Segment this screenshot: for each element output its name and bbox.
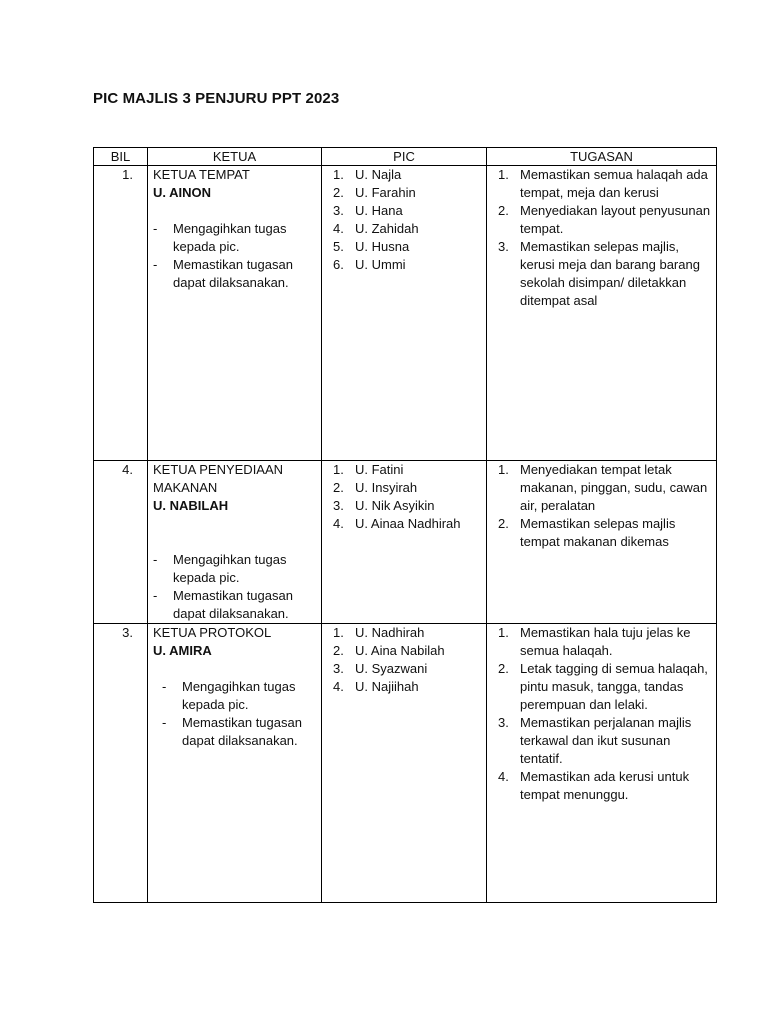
pic-item: 2. U. Insyirah [333, 480, 418, 495]
table-row [94, 624, 717, 903]
tugasan-item: 4. Memastikan ada kerusi untuk tempat menunggu. [498, 769, 690, 802]
tugasan-item: 2. Menyediakan layout penyusunan tempat. [498, 203, 711, 236]
pic-table [93, 147, 717, 903]
pic-item: 4. U. Najiihah [333, 679, 419, 694]
ketua-name: U. AINON [153, 185, 212, 200]
ketua-task: - Mengagihkan tugas kepada pic. [153, 678, 316, 714]
ketua-cell [148, 624, 322, 903]
table-header-row [94, 148, 717, 166]
tugasan-cell [487, 624, 717, 903]
tugasan-cell [487, 166, 717, 461]
header-ketua: KETUA [148, 148, 322, 166]
pic-item: 1. U. Najla [333, 167, 402, 182]
pic-item: 2. U. Aina Nabilah [333, 643, 445, 658]
header-tugasan: TUGASAN [487, 148, 717, 166]
ketua-name: U. AMIRA [153, 643, 212, 658]
tugasan-item: 1. Menyediakan tempat letak makanan, pinggan, sudu, cawan air, peralatan [498, 462, 708, 513]
ketua-cell [148, 166, 322, 461]
ketua-title: KETUA TEMPAT [153, 167, 250, 182]
tugasan-cell [487, 461, 717, 624]
ketua-task: - Mengagihkan tugas kepada pic. [153, 551, 316, 587]
ketua-title: KETUA PROTOKOL [153, 625, 272, 640]
tugasan-item: 2. Memastikan selepas majlis tempat makanan dikemas [498, 516, 676, 549]
pic-item: 4. U. Zahidah [333, 221, 419, 236]
pic-item: 1. U. Fatini [333, 462, 404, 477]
pic-item: 4. U. Ainaa Nadhirah [333, 516, 461, 531]
ketua-task: - Mengagihkan tugas kepada pic. [153, 220, 316, 256]
pic-item: 5. U. Husna [333, 239, 410, 254]
tugasan-item: 1. Memastikan semua halaqah ada tempat, meja dan kerusi [498, 167, 708, 200]
pic-item: 2. U. Farahin [333, 185, 416, 200]
ketua-title: KETUA PENYEDIAAN MAKANAN [153, 462, 284, 495]
ketua-cell [148, 461, 322, 624]
pic-item: 3. U. Nik Asyikin [333, 498, 435, 513]
pic-cell [322, 624, 487, 903]
pic-item: 1. U. Nadhirah [333, 625, 425, 640]
bil-cell: 4. [94, 461, 148, 624]
ketua-task: - Memastikan tugasan dapat dilaksanakan. [153, 714, 316, 750]
tugasan-item: 1. Memastikan hala tuju jelas ke semua halaqah. [498, 625, 691, 658]
pic-item: 3. U. Hana [333, 203, 403, 218]
ketua-task: - Memastikan tugasan dapat dilaksanakan. [153, 587, 316, 623]
pic-cell [322, 166, 487, 461]
pic-item: 6. U. Ummi [333, 257, 406, 272]
tugasan-item: 3. Memastikan selepas majlis, kerusi meja dan barang barang sekolah disimpan/ diletakkan ditempat asal [498, 239, 700, 308]
bil-cell: 3. [94, 624, 148, 903]
table-row [94, 166, 717, 461]
ketua-task: - Memastikan tugasan dapat dilaksanakan. [153, 256, 316, 292]
tugasan-item: 2. Letak tagging di semua halaqah, pintu masuk, tangga, tandas perempuan dan lelaki. [498, 661, 708, 712]
pic-cell [322, 461, 487, 624]
pic-item: 3. U. Syazwani [333, 661, 428, 676]
table-row [94, 461, 717, 624]
document-title: PIC MAJLIS 3 PENJURU PPT 2023 [93, 90, 340, 107]
header-bil: BIL [94, 148, 148, 166]
tugasan-item: 3. Memastikan perjalanan majlis terkawal dan ikut susunan tentatif. [498, 715, 692, 766]
bil-cell: 1. [94, 166, 148, 461]
ketua-name: U. NABILAH [153, 498, 229, 513]
header-pic: PIC [322, 148, 487, 166]
